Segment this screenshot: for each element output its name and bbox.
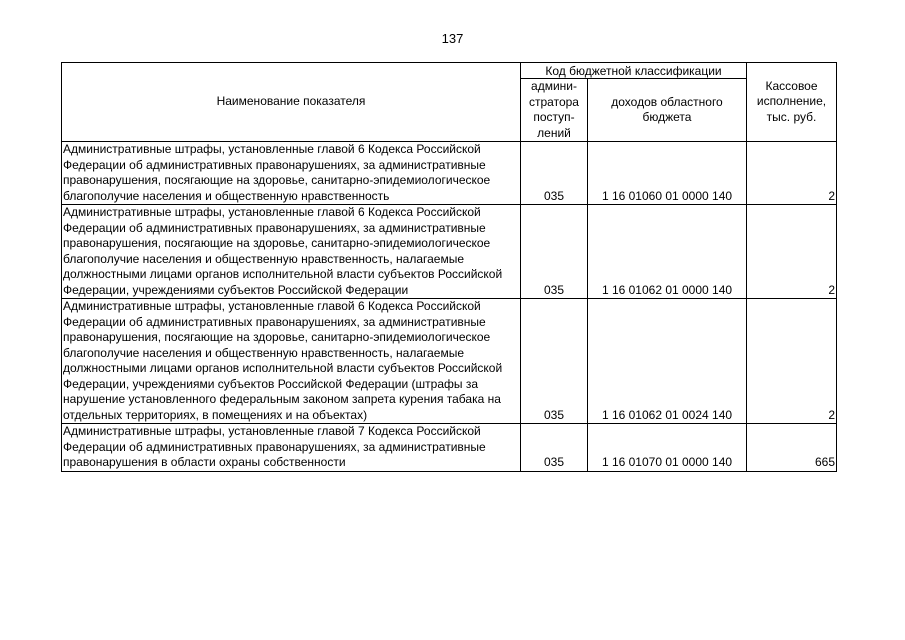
header-admin: админи-стратора поступ-лений: [521, 79, 588, 142]
row-name: Административные штрафы, установленные главой 6 Кодекса Российской Федерации об административных правонарушениях, за административные правонарушения, посягающие на здоровье, санитарно-эпидемиологическое благополучие населения и общественную нравственность: [62, 142, 521, 205]
row-cash-amount: 2: [747, 142, 837, 205]
budget-table: [61, 62, 837, 472]
page-number: 137: [441, 31, 464, 46]
row-admin-code: 035: [521, 424, 588, 472]
table-row: [62, 299, 837, 424]
row-income-code: 1 16 01062 01 0000 140: [588, 205, 747, 299]
row-admin-code: 035: [521, 299, 588, 424]
row-admin-code: 035: [521, 205, 588, 299]
row-income-code: 1 16 01062 01 0024 140: [588, 299, 747, 424]
row-admin-code: 035: [521, 142, 588, 205]
row-name: Административные штрафы, установленные главой 7 Кодекса Российской Федерации об административных правонарушениях, за административные правонарушения в области охраны собственности: [62, 424, 521, 472]
row-income-code: 1 16 01070 01 0000 140: [588, 424, 747, 472]
header-code-group: Код бюджетной классификации: [521, 63, 747, 79]
header-name: Наименование показателя: [62, 63, 521, 142]
header-cash: Кассовое исполнение, тыс. руб.: [747, 63, 837, 142]
table-row: [62, 142, 837, 205]
row-name: Административные штрафы, установленные главой 6 Кодекса Российской Федерации об административных правонарушениях, за административные правонарушения, посягающие на здоровье, санитарно-эпидемиологическое благополучие населения и общественную нравственность, налагаемые должностными лицами органов исполнительной власти субъектов Российской Федерации, учреждениями субъектов Российской Федерации: [62, 205, 521, 299]
row-cash-amount: 2: [747, 299, 837, 424]
table-row: [62, 205, 837, 299]
row-name: Административные штрафы, установленные главой 6 Кодекса Российской Федерации об административных правонарушениях, за административные правонарушения, посягающие на здоровье, санитарно-эпидемиологическое благополучие населения и общественную нравственность, налагаемые должностными лицами органов исполнительной власти субъектов Российской Федерации, учреждениями субъектов Российской Федерации (штрафы за нарушение установленного федеральным законом запрета курения табака на отдельных территориях, в помещениях и на объектах): [62, 299, 521, 424]
header-income: доходов областного бюджета: [588, 79, 747, 142]
row-cash-amount: 2: [747, 205, 837, 299]
row-cash-amount: 665: [747, 424, 837, 472]
row-income-code: 1 16 01060 01 0000 140: [588, 142, 747, 205]
table-row: [62, 424, 837, 472]
